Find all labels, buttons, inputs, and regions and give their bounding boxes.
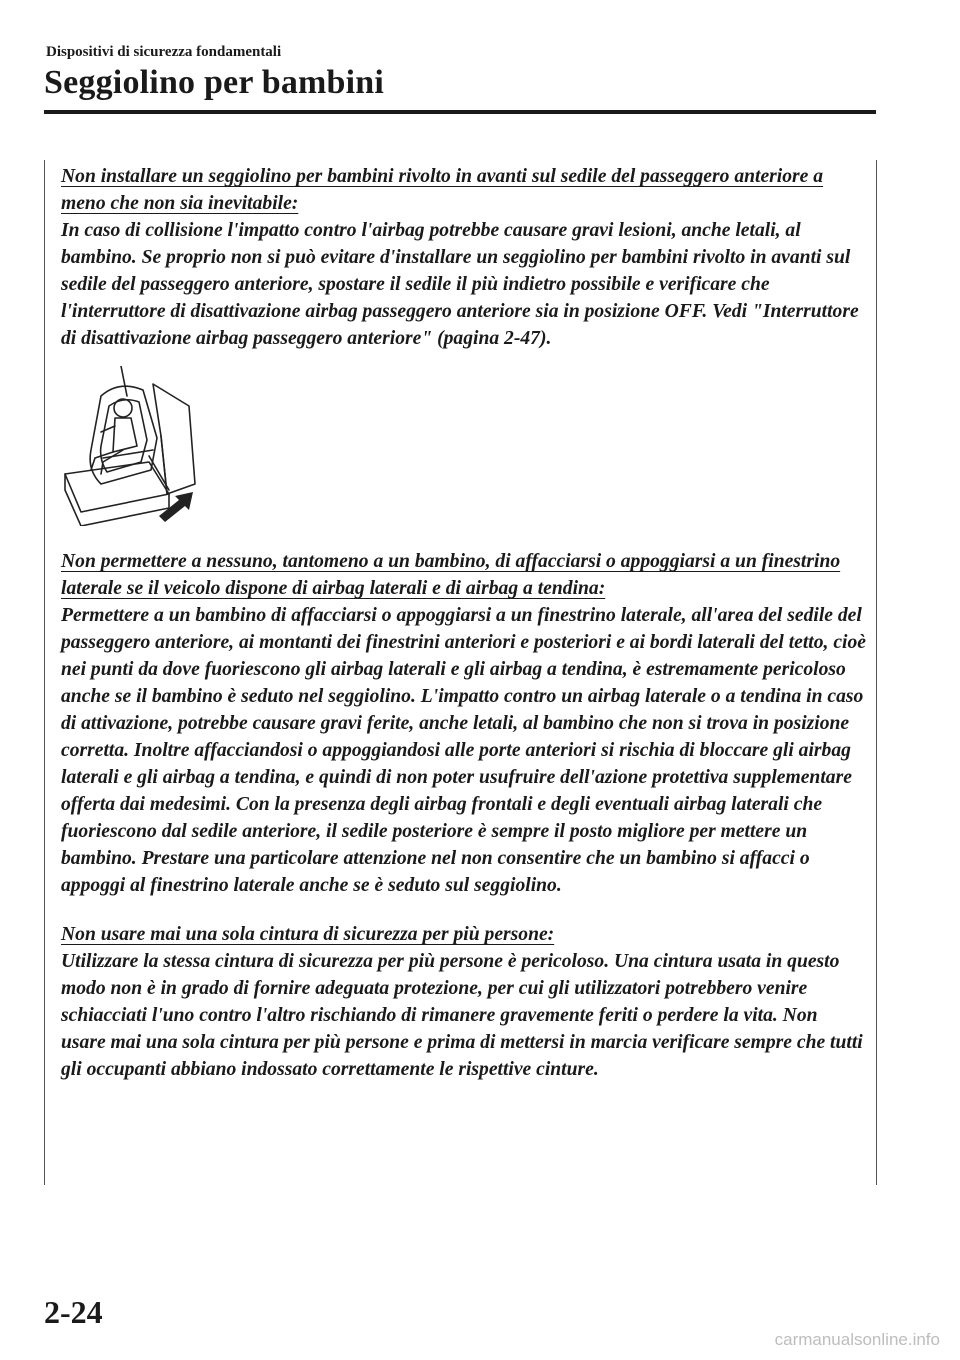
- watermark: carmanualsonline.info: [774, 1330, 940, 1349]
- warning-1-body: In caso di collisione l'impatto contro l'airbag potrebbe causare gravi lesioni, anche letali, al bambino. Se proprio non si può evitare d'installare un seggiolino per bambini rivolto in avanti sul sedile del passeggero anteriore, spostare il sedile il più indietro possibile e verificare che l'interruttore di disattivazione airbag passeggero anteriore sia in posizione OFF. Vedi "Interruttore di disattivazione airbag passeggero anteriore" (pagina 2-47).: [61, 220, 859, 349]
- warning-1: [61, 163, 866, 352]
- page-title: Seggiolino per bambini: [44, 64, 385, 101]
- warning-box-right-border: [876, 160, 877, 1185]
- child-seat-illustration: [61, 366, 211, 526]
- child-seat-icon: [61, 366, 211, 526]
- warning-3-heading: Non usare mai una sola cintura di sicurezza per più persone:: [61, 924, 555, 945]
- warning-content: [61, 163, 866, 1083]
- page-number: 2-24: [44, 1294, 103, 1330]
- warning-2-heading: Non permettere a nessuno, tantomeno a un bambino, di affacciarsi o appoggiarsi a un finestrino laterale se il veicolo dispone di airbag laterali e di airbag a tendina:: [61, 551, 841, 599]
- warning-3-body: Utilizzare la stessa cintura di sicurezza per più persone è pericoloso. Una cintura usata in questo modo non è in grado di fornire adeguata protezione, per cui gli utilizzatori potrebbero venire schiacciati l'uno contro l'altro rischiando di rimanere gravemente feriti o perdere la vita. Non usare mai una sola cintura per più persone e prima di mettersi in marcia verificare sempre che tutti gli occupanti abbiano indossato correttamente le rispettive cinture.: [61, 951, 863, 1080]
- warning-2-body: Permettere a un bambino di affacciarsi o appoggiarsi a un finestrino laterale, all'area del sedile del passeggero anteriore, ai montanti dei finestrini anteriori e posteriori e ai bordi laterali del tetto, cioè nei punti da dove fuoriescono gli airbag laterali e gli airbag a tendina, è estremamente pericoloso anche se il bambino è seduto nel seggiolino. L'impatto contro un airbag laterale o a tendina in caso di attivazione, potrebbe causare gravi ferite, anche letali, al bambino che non si trova in posizione corretta. Inoltre affacciandosi o appoggiandosi alle porte anteriori si rischia di bloccare gli airbag laterali e gli airbag a tendina, e quindi di non poter usufruire dell'azione protettiva supplementare offerta dai medesimi. Con la presenza degli airbag frontali e degli eventuali airbag laterali che fuoriescono dal sedile anteriore, il sedile posteriore è sempre il posto migliore per mettere un bambino. Prestare una particolare attenzione nel non consentire che un bambino si affacci o appoggi al finestrino laterale anche se è seduto sul seggiolino.: [61, 605, 866, 896]
- warning-box-left-border: [44, 160, 45, 1185]
- paragraph-gap: [61, 899, 866, 921]
- section-label: Dispositivi di sicurezza fondamentali: [46, 44, 282, 60]
- warning-2: [61, 548, 866, 899]
- warning-3: [61, 921, 866, 1083]
- title-rule: [44, 110, 876, 114]
- warning-1-heading: Non installare un seggiolino per bambini rivolto in avanti sul sedile del passeggero anteriore a meno che non sia inevitabile:: [61, 166, 824, 214]
